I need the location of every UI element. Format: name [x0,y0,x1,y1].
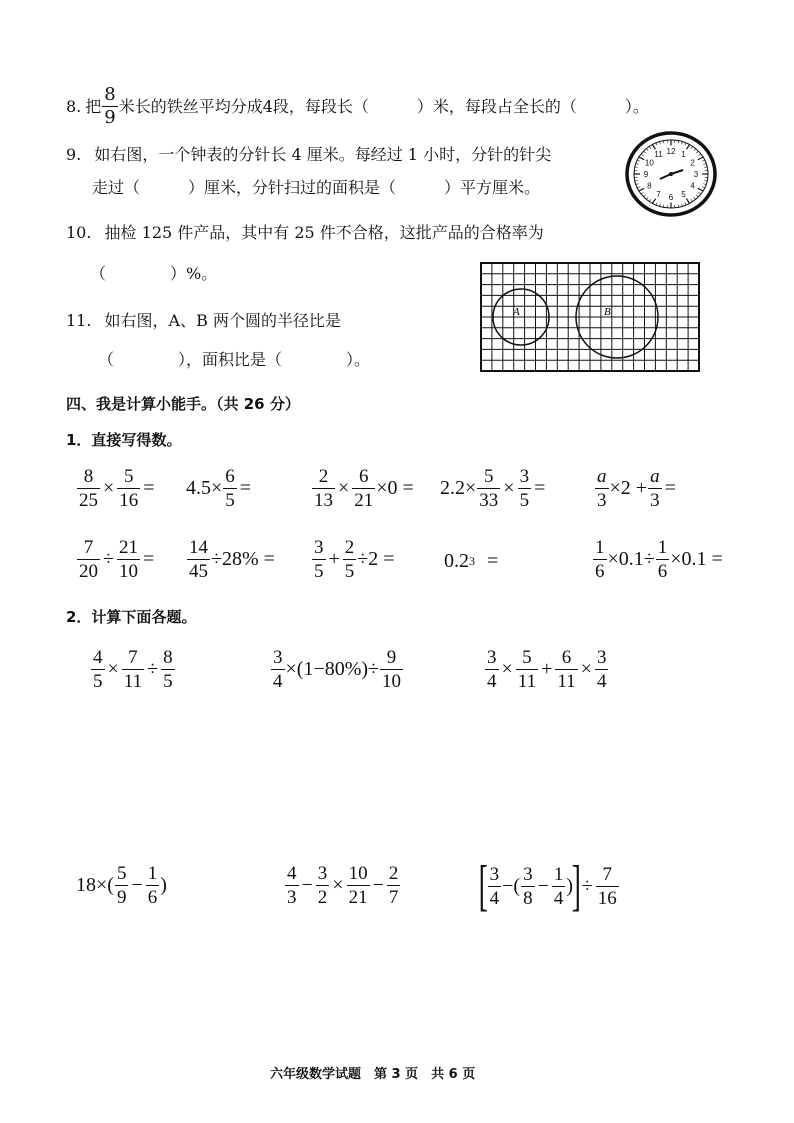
clock-tick [660,142,661,145]
operator: − [301,874,313,896]
section-4-title: 四、我是计算小能手。（共 26 分） [66,395,300,413]
calc-c1-1 [90,648,176,691]
numerator: a [597,466,607,487]
numerator: 5 [484,466,494,487]
denominator: 16 [119,490,139,511]
equals-sign: = [142,548,155,570]
operator: × [103,477,115,499]
denominator: 4 [487,671,497,692]
expression-text: ×0.1 = [670,548,723,570]
subsection-2-title: 2．计算下面各题。 [66,608,197,626]
denominator: 3 [597,490,607,511]
calc-c2-1 [76,864,167,907]
numerator: 4 [93,647,103,668]
numerator: 3 [273,647,283,668]
expression-r1-3 [311,467,414,510]
expression-text: ) [160,874,167,896]
numerator: 1 [595,537,605,558]
expression-r1-5 [594,467,678,510]
clock-tick [639,157,644,160]
circle-b-label: B [604,306,611,318]
clock-tick [653,199,656,204]
operator: ÷ [147,658,159,680]
question-10-line-1 [66,223,544,243]
denominator: 2 [317,887,328,908]
clock-tick [691,146,693,148]
denominator: 33 [479,490,499,511]
question-11-line-1 [66,311,341,331]
operator: × [501,658,513,680]
clock-tick [660,204,661,207]
denominator: 11 [123,671,143,692]
clock-number: 10 [644,158,654,168]
clock-tick [699,192,701,194]
denominator: 7 [388,887,399,908]
expression-text: 18×( [76,874,114,896]
numerator: 6 [359,466,369,487]
clock-tick [678,141,679,144]
numerator: 3 [523,863,533,885]
denominator: 10 [382,671,402,692]
operator: − [131,874,143,896]
expression-r2-3 [311,538,395,581]
operator: × [332,874,344,896]
numerator: 2 [388,863,399,884]
right-bracket: ] [571,855,582,917]
clock-tick [663,141,664,144]
denominator: 21 [348,887,368,908]
operator: + [541,658,553,680]
clock-tick [649,146,651,148]
clock-tick [703,184,706,185]
operator: − [372,874,384,896]
page-footer: 六年级数学试题 第 3 页 共 6 页 [270,1067,476,1082]
question-number: 8. [66,96,82,116]
expression-r2-2 [186,538,275,581]
operator: × [580,658,592,680]
operator: ÷ [581,874,593,897]
clock-tick [694,149,696,151]
expression-text: 4.5× [186,477,223,499]
denominator: 6 [657,561,668,582]
denominator: 3 [287,887,297,908]
question-text: 如右图，A、B 两个圆的半径比是 [104,311,341,330]
expression-text: 0.2 [444,550,469,572]
denominator: 3 [650,490,660,511]
denominator: 11 [517,671,537,692]
clock-number: 6 [668,193,674,202]
expression-text: ×0.1÷ [607,548,655,570]
numerator: 5 [124,466,134,487]
clock-number: 3 [693,170,699,179]
question-text: 米长的铁丝平均分成4段，每段长（ ）米，每段占全长的（ ）。 [118,96,649,116]
operator: + [328,548,340,570]
clock-tick [641,192,643,194]
question-text: 抽检 125 件产品，其中有 25 件不合格，这批产品的合格率为 [104,223,544,242]
clock-tick [682,204,683,207]
clock-tick [685,203,686,206]
clock-tick [639,188,644,191]
denominator: 5 [314,561,324,582]
equals-sign: = [239,477,252,499]
clock-number: 2 [690,158,695,168]
clock-tick [698,157,703,160]
question-text: 如右图，一个钟表的分针长 4 厘米。每经过 1 小时，分针的针尖 [94,145,552,164]
clock-tick [699,154,701,156]
expression-text: −( [502,874,521,897]
clock-tick [656,203,657,206]
question-number: 10. [66,223,92,242]
denominator: 4 [553,887,564,909]
numerator: 3 [519,466,530,487]
numerator: 2 [318,466,329,487]
operator: × [338,477,350,499]
equals-sign: = [534,477,546,499]
clock-tick [704,181,707,182]
denominator: 8 [523,887,533,909]
clock-tick [698,188,703,191]
subsection-1-title: 1．直接写得数。 [66,431,182,449]
grid-figure [480,262,702,374]
denominator: 13 [314,490,333,511]
numerator: 8 [83,466,94,487]
denominator: 21 [354,490,374,511]
denominator: 20 [79,561,98,582]
clock-tick [636,163,639,164]
clock-tick [636,184,639,185]
denominator: 5 [93,671,103,692]
clock-tick [635,181,638,182]
expression-r2-1 [76,538,156,581]
numerator: 3 [314,537,324,558]
numerator: 21 [118,537,138,558]
numerator: 5 [522,647,532,668]
clock-tick [641,154,643,156]
clock-tick [704,167,707,168]
denominator: 25 [79,490,98,511]
denominator: 9 [116,887,127,908]
numerator: a [650,466,660,487]
calc-c1-3 [484,648,609,691]
numerator: 9 [386,647,397,668]
clock-tick [644,151,646,153]
question-9-line-2: 走过（ ）厘米，分针扫过的面积是（ ）平方厘米。 [92,178,541,197]
numerator: 3 [596,647,607,668]
clock-tick [687,145,690,150]
expression-r2-5 [592,538,723,581]
clock-tick [656,143,657,146]
expression-text: ×0 = [376,477,414,499]
calc-c2-3 [478,855,620,917]
clock-tick [678,205,679,208]
numerator: 6 [225,466,235,487]
clock-tick [635,167,638,168]
expression-text: ÷28% = [211,548,275,570]
question-number: 11. [66,311,92,330]
denominator: 5 [519,490,530,511]
numerator: 1 [657,537,668,558]
numerator: 8 [104,84,116,105]
clock-tick [646,197,648,199]
numerator: 4 [287,863,297,884]
denominator: 5 [225,490,235,511]
numerator: 3 [489,863,500,885]
clock-tick [687,199,690,204]
clock-tick [696,195,698,197]
numerator: 6 [561,647,572,668]
expression-text: 2.2× [440,477,477,499]
numerator: 2 [344,537,355,558]
clock-tick [649,199,651,201]
equals-sign: = [664,477,676,499]
operator: ÷ [103,548,114,570]
question-11-line-2: （ ），面积比是（ ）。 [98,350,371,369]
clock-tick [637,187,640,188]
denominator: 10 [118,561,138,582]
denominator: 45 [189,561,208,582]
clock-center [669,172,673,176]
clock-tick [663,205,664,208]
clock-tick [703,163,706,164]
exponent: 3 [469,554,475,568]
operator: × [107,658,119,680]
numerator: 3 [487,647,497,668]
clock-tick [644,195,646,197]
operator: × [503,477,515,499]
expression-r1-4 [440,467,547,510]
numerator: 7 [83,537,94,558]
clock-tick [646,149,648,151]
left-bracket: [ [478,855,488,917]
numerator: 1 [553,863,564,885]
expression-r1-1 [76,467,157,510]
clock-tick [694,197,696,199]
clock-tick [702,160,705,161]
clock-figure [624,130,718,218]
expression-text: ÷2 = [357,548,395,570]
clock-number: 9 [643,170,649,179]
denominator: 6 [147,887,158,908]
clock-tick [691,199,693,201]
clock-tick [685,143,686,146]
clock-number: 7 [656,189,661,199]
circle-a-label: A [513,306,520,318]
denominator: 5 [163,671,173,692]
numerator: 7 [128,647,138,668]
clock-number: 5 [681,189,686,199]
equals-sign: = [487,550,499,572]
expression-r2-4 [444,550,500,573]
clock-number: 1 [681,150,686,160]
denominator: 4 [596,671,607,692]
denominator: 4 [489,887,500,909]
equals-sign: = [143,477,155,499]
clock-tick [653,145,656,150]
numerator: 14 [189,537,208,558]
denominator: 5 [344,561,355,582]
denominator: 4 [273,671,283,692]
denominator: 16 [597,887,617,909]
numerator: 10 [348,863,368,884]
numerator: 3 [317,863,328,884]
question-10-line-2: （ ）%。 [90,264,218,283]
denominator: 9 [104,107,116,128]
expression-r1-2 [186,467,253,510]
clock-tick [682,142,683,145]
fraction [102,86,117,127]
denominator: 6 [595,561,605,582]
clock-number: 11 [654,150,663,160]
calc-c2-2 [284,864,401,907]
expression-text: ×2 + [609,477,648,499]
numerator: 8 [163,647,173,668]
expression-text: ×(1−80%)÷ [285,658,380,680]
denominator: 11 [557,671,576,692]
numerator: 7 [602,863,612,885]
clock-tick [637,160,640,161]
question-number: 9. [66,145,82,164]
operator: − [537,874,549,897]
numerator: 1 [147,863,158,884]
expression-text: ) [566,874,574,897]
numerator: 5 [116,863,127,884]
clock-tick [696,151,698,153]
question-text: 把 [85,96,102,116]
clock-tick [702,187,705,188]
question-8 [66,86,649,127]
question-9-line-1 [66,145,551,165]
clock-number: 8 [647,181,652,191]
calc-c1-2 [270,648,404,691]
clock-number: 12 [666,147,676,156]
clock-number: 4 [690,181,695,191]
